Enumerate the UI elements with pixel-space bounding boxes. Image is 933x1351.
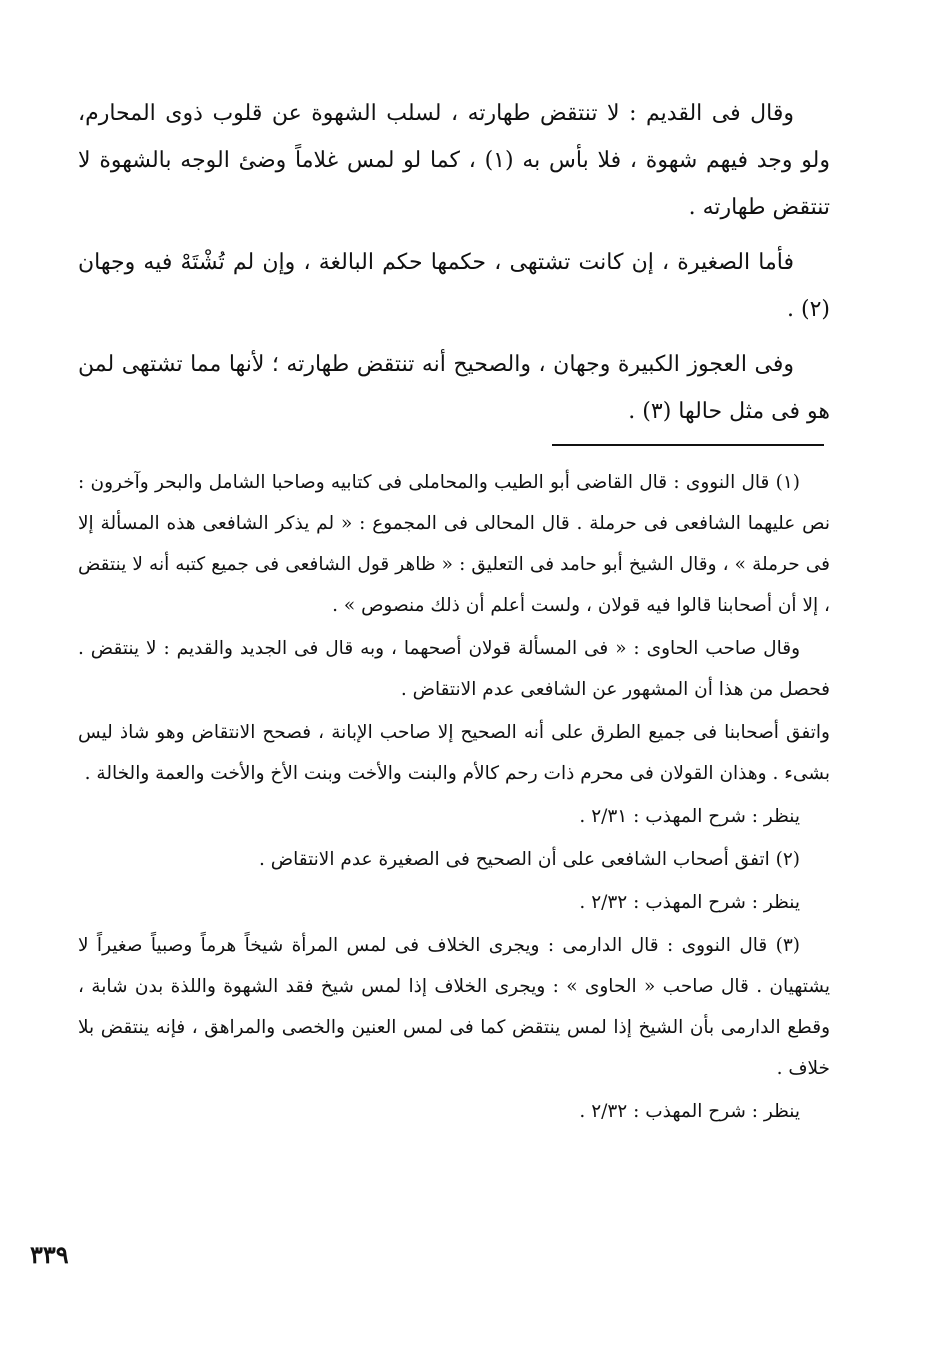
main-paragraph-1: وقال فى القديم : لا تنتقض طهارته ، لسلب الشهوة عن قلوب ذوى المحارم، ولو وجد فيهم شهوة ، فلا بأس به (١) ، كما لو لمس غلاماً وضئ الوجه بالشهوة لا تنتقض طهارته . xyxy=(78,101,830,220)
footnote-3-reference: ينظر : شرح المهذب : ٢/٣٢ . xyxy=(579,1101,800,1122)
footnote-3: (٣) قال النووى : قال الدارمى : ويجرى الخلاف فى لمس المرأة شيخاً هرماً وصبياً صغيراً لا يشتهيان . قال صاحب « الحاوى » : ويجرى الخلاف إذا لمس شيخ فقد الشهوة واللذة بدن شابة ، وقطع الدارمى بأن الشيخ إذا لمس ينتقض كما فى لمس العنين والخصى والمراهق ، فإنه ينتقض بلا خلاف . xyxy=(78,935,830,1079)
main-text xyxy=(78,90,830,443)
main-paragraph-3: وفى العجوز الكبيرة وجهان ، والصحيح أنه تنتقض طهارته ؛ لأنها مما تشتهى لمن هو فى مثل حالها (٣) . xyxy=(78,352,830,424)
footnote-1-reference: ينظر : شرح المهذب : ٢/٣١ . xyxy=(579,806,800,827)
footnote-1-continued: وقال صاحب الحاوى : « فى المسألة قولان أصحهما ، وبه قال فى الجديد والقديم : لا ينتقض . فحصل من هذا أن المشهور عن الشافعى عدم الانتقاض . xyxy=(78,638,830,700)
main-paragraph-2: فأما الصغيرة ، إن كانت تشتهى ، حكمها حكم البالغة ، وإن لم تُشْتَهْ فيه وجهان (٢) . xyxy=(78,250,830,322)
footnote-1: (١) قال النووى : قال القاضى أبو الطيب والمحاملى فى كتابيه وصاحبا الشامل والبحر وآخرون : نص عليهما الشافعى فى حرملة . قال المحالى فى المجموع : « لم يذكر الشافعى هذه المسألة إلا فى حرملة » ، وقال الشيخ أبو حامد فى التعليق : « ظاهر قول الشافعى فى جميع كتبه أنه لا ينتقض ، إلا أن أصحابنا قالوا فيه قولان ، ولست أعلم أن ذلك منصوص » . xyxy=(78,472,830,616)
page-number: ٣٣٩ xyxy=(30,1240,69,1269)
footnote-1-continued-2: واتفق أصحابنا فى جميع الطرق على أنه الصحيح إلا صاحب الإبانة ، فصحح الانتقاض وهو شاذ ليس بشىء . وهذان القولان فى محرم ذات رحم كالأم والبنت والأخت وبنت الأخ والأخت والعمة والخالة . xyxy=(78,722,830,784)
footnote-2-reference: ينظر : شرح المهذب : ٢/٣٢ . xyxy=(579,892,800,913)
footnotes xyxy=(78,462,830,1134)
footnote-2: (٢) اتفق أصحاب الشافعى على أن الصحيح فى الصغيرة عدم الانتقاض . xyxy=(258,849,800,870)
footnote-separator xyxy=(552,444,824,446)
